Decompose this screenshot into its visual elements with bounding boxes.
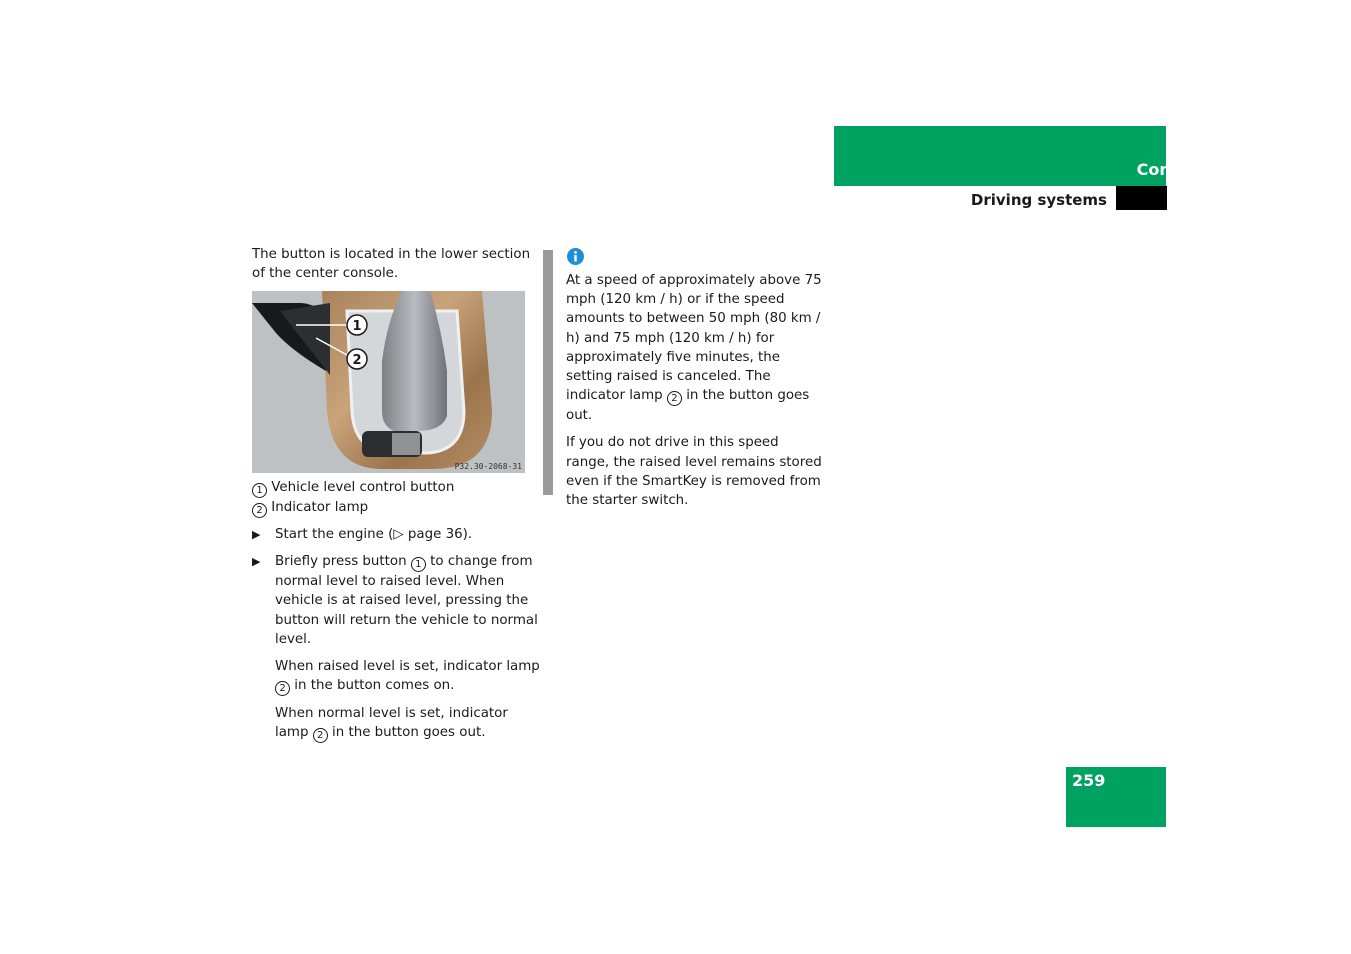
info-note: [566, 271, 826, 518]
header-marker: [1116, 186, 1167, 210]
step-note: When normal level is set, indicator lamp 2 in the button goes out.: [275, 706, 508, 742]
bullet-arrow-icon: ▶: [252, 555, 261, 569]
info-icon: [567, 248, 584, 265]
section-title: Controls in detail: [1136, 160, 1292, 179]
info-paragraph: If you do not drive in this speed range, the raised level remains stored even if the SmartKey is removed from the starter switch.: [566, 435, 822, 509]
legend-number: 2: [252, 503, 267, 518]
instruction-steps: [252, 525, 542, 751]
legend-item: 2 Indicator lamp: [252, 498, 454, 518]
callout-2-label: 2: [352, 353, 362, 368]
figure-code: P32.30-2068-31: [454, 462, 522, 471]
step-item: ▶ Start the engine (▷ page 36).: [252, 525, 542, 544]
note-sidebar: [543, 250, 553, 495]
bullet-arrow-icon: ▶: [252, 528, 261, 541]
callout-1-label: 1: [352, 319, 362, 334]
legend-number: 1: [252, 483, 267, 498]
figure-legend: [252, 478, 454, 518]
subsection-title: Driving systems: [970, 191, 1107, 209]
step-item: ▶ Briefly press button 1 to change from normal level to raised level. When vehicle is at raised level, pressing the button will return the vehicle to normal level.: [252, 554, 538, 647]
header-band: [834, 126, 1166, 186]
center-console-photo: [252, 291, 525, 473]
page-number: 259: [1072, 771, 1106, 790]
intro-text: The button is located in the lower section of the center console.: [252, 247, 531, 282]
legend-item: 1 Vehicle level control button: [252, 478, 454, 498]
info-paragraph: At a speed of approximately above 75 mph (120 km / h) or if the speed amounts to between 50 mph (80 km / h) and 75 mph (120 km / h) for approximately five minutes, the setting raised is canceled. The indicator lamp 2 in the button goes out.: [566, 273, 822, 424]
step-note: When raised level is set, indicator lamp 2 in the button comes on.: [275, 659, 540, 695]
